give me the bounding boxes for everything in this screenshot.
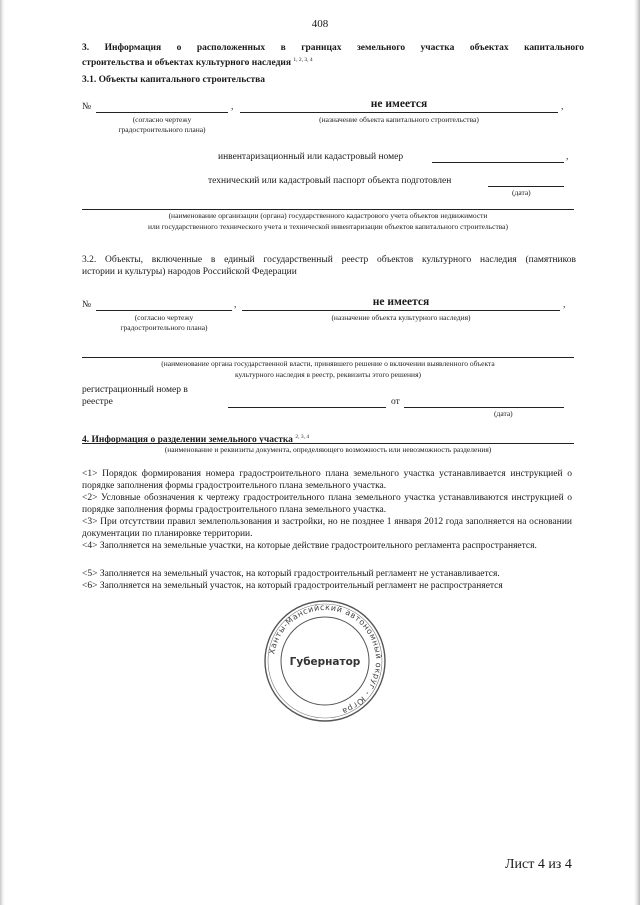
section32-purpose-line xyxy=(242,310,560,311)
note-5: <5> Заполняется на земельный участок, на который градостроительный регламент не устанавливается. xyxy=(82,569,500,579)
stamp-center-text: Губернатор xyxy=(289,656,361,668)
section31-number-sign: № xyxy=(82,102,92,112)
section32-title-line2: истории и культуры) народов Российской Федерации xyxy=(82,267,297,277)
section31-comma1: , xyxy=(231,102,234,112)
note-6: <6> Заполняется на земельный участок, на который градостроительный регламент не распространяется xyxy=(82,581,503,591)
scan-edge-right xyxy=(634,0,640,905)
section31-number-line xyxy=(96,112,228,113)
section32-reg-label-2: реестре xyxy=(82,397,113,407)
section32-value: не имеется xyxy=(372,296,430,308)
section31-org-caption-2: или государственного технического учета и технической инвентаризации объектов капитального строительства) xyxy=(147,222,508,231)
section31-purpose-line xyxy=(240,112,558,113)
section32-reg-date-line xyxy=(404,407,564,408)
section32-caption-right: (назначение объекта культурного наследия) xyxy=(331,313,471,322)
stamp-ring-text: Ханты-Мансийский автономный округ - Югра xyxy=(267,602,384,716)
section4-title-text: 4. Информация о разделении земельного участка xyxy=(82,435,293,446)
section31-inventory-label: инвентаризационный или кадастровый номер xyxy=(218,152,404,162)
note-1: <1> Порядок формирования номера градостроительного плана земельного участка устанавливается инструкцией о порядке заполнения формы градостроительного плана земельного участка. xyxy=(82,469,572,491)
section32-from-label: от xyxy=(391,397,400,407)
sheet-label: Лист 4 из 4 xyxy=(505,857,572,872)
section31-caption-left-1: (согласно чертежу xyxy=(132,115,192,124)
section32-authority-line xyxy=(82,357,574,358)
section32-authority-caption-1: (наименование органа государственной власти, принявшего решение о включении выявленного объекта xyxy=(161,359,495,368)
section4-footnote-refs: 2, 3, 4 xyxy=(295,434,310,440)
section31-date-caption: (дата) xyxy=(512,188,531,197)
note-4: <4> Заполняется на земельные участки, на которые действие градостроительного регламента распространяется. xyxy=(82,541,537,551)
section32-reg-label-1: регистрационный номер в xyxy=(82,385,188,395)
section32-comma2: , xyxy=(563,300,566,310)
section32-authority-caption-2: культурного наследия в реестр, реквизиты этого решения) xyxy=(234,370,422,379)
section31-caption-left-2: градостроительного плана) xyxy=(118,125,206,134)
section32-caption-left-1: (согласно чертежу xyxy=(134,313,194,322)
section31-org-caption-1: (наименование организации (органа) государственного кадастрового учета объектов недвижимости xyxy=(168,211,488,220)
section3-title-line1: 3. Информация о расположенных в границах земельного участка объектах капитального xyxy=(82,43,584,53)
scan-edge-left xyxy=(0,0,5,905)
note-3: <3> При отсутствии правил землепользования и застройки, но не позднее 1 января 2012 года заполняется на основании документации по планировке территории. xyxy=(82,517,572,539)
official-stamp xyxy=(262,598,388,724)
page-number: 408 xyxy=(311,18,329,30)
section32-reg-number-line xyxy=(228,407,386,408)
section31-passport-date-line xyxy=(488,186,564,187)
section32-caption-left-2: градостроительного плана) xyxy=(120,323,208,332)
section3-title-line2 xyxy=(82,54,313,69)
section31-passport-label: технический или кадастровый паспорт объекта подготовлен xyxy=(208,176,452,186)
section32-date-caption: (дата) xyxy=(494,409,513,418)
section31-caption-right: (назначение объекта капитального строительства) xyxy=(319,115,479,124)
section4-line xyxy=(82,443,574,444)
section32-number-line xyxy=(96,310,232,311)
section31-comma2: , xyxy=(561,102,564,112)
section31-inventory-line xyxy=(432,162,564,163)
section31-title xyxy=(82,74,265,86)
section32-comma1: , xyxy=(234,300,237,310)
note-2: <2> Условные обозначения к чертежу градостроительного плана земельного участка устанавливаются инструкцией о порядке заполнения формы градостроительного плана земельного участка. xyxy=(82,493,572,515)
section31-inventory-comma: , xyxy=(566,152,569,162)
section31-title-text: 3.1. Объекты капитального строительства xyxy=(82,75,266,85)
section31-value: не имеется xyxy=(370,98,428,110)
section32-title-line1 xyxy=(82,254,576,266)
section31-org-line xyxy=(82,209,574,210)
section32-title-text-1: 3.2. Объекты, включенные в единый государственный реестр объектов культурного наследия (памятников xyxy=(82,255,576,265)
section3-footnote-refs: 1, 2, 3, 4 xyxy=(293,57,313,63)
section4-caption: (наименование и реквизиты документа, определяющего возможность или невозможность разделения) xyxy=(164,445,492,454)
section32-number-sign: № xyxy=(82,300,92,310)
section3-title-text: строительства и объектах культурного наследия xyxy=(82,58,292,69)
